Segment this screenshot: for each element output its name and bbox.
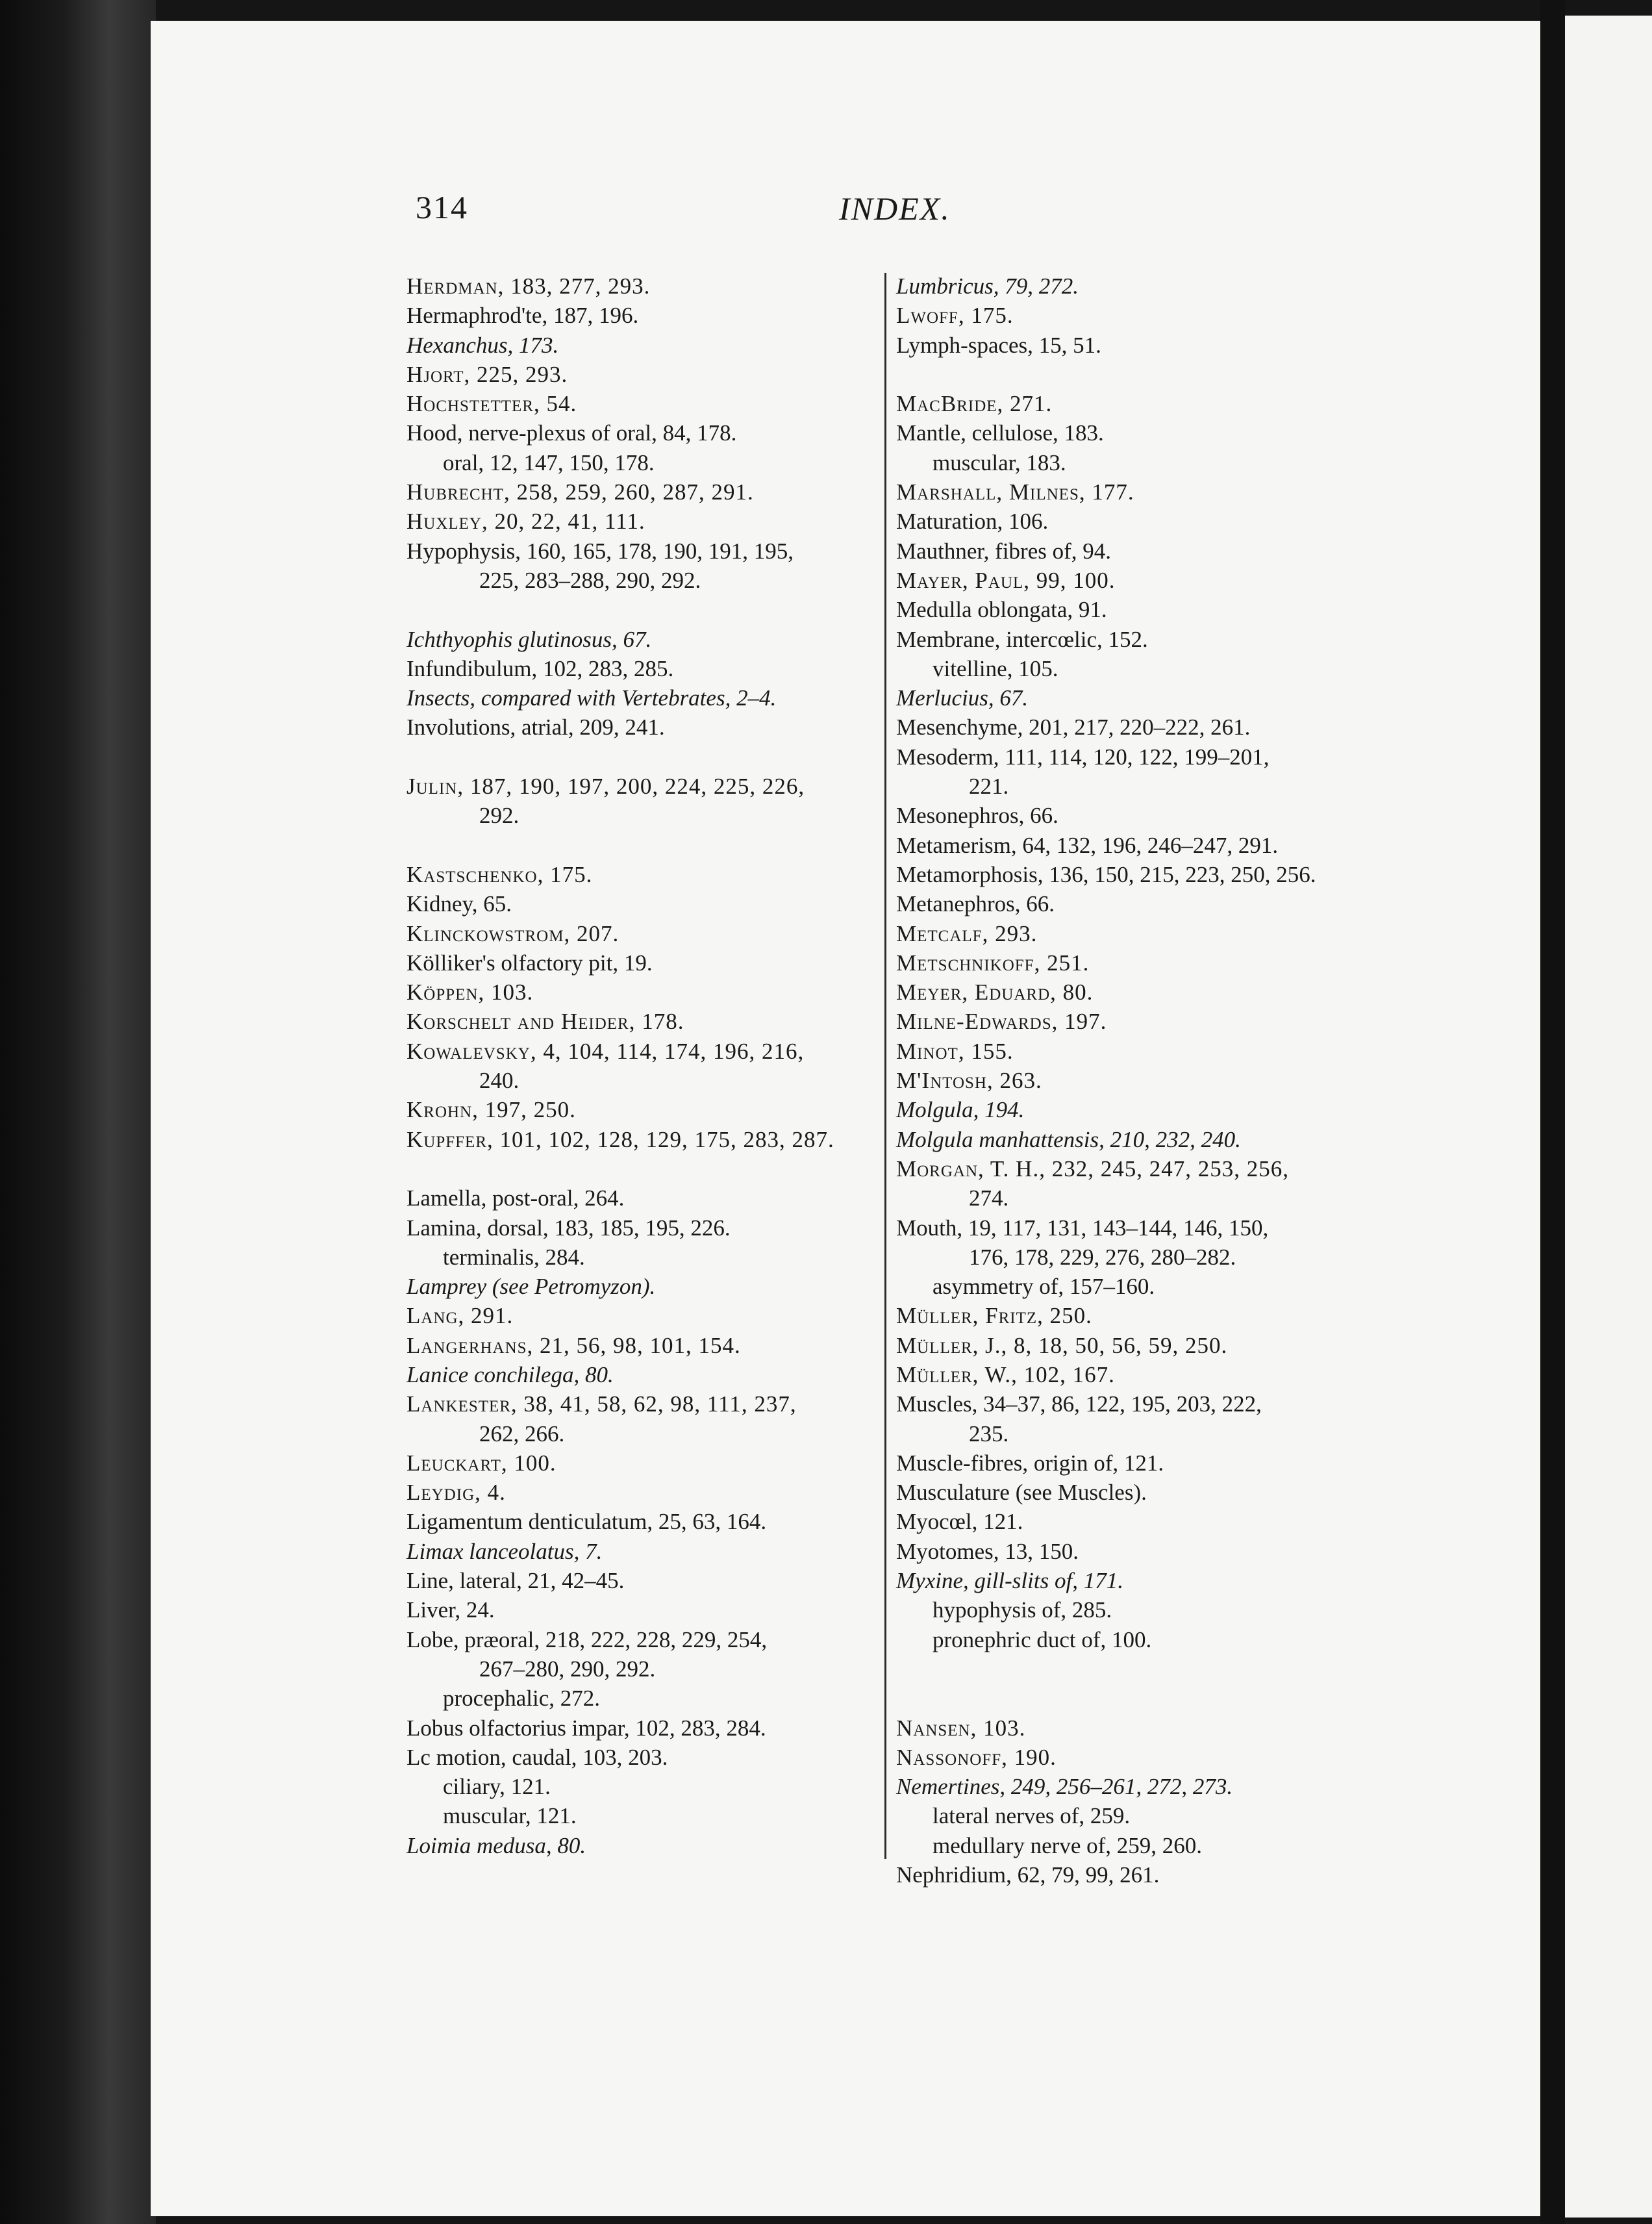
index-column-left — [407, 272, 887, 1860]
book-spine — [0, 0, 156, 2224]
index-entry: Mauthner, fibres of, 94. — [896, 538, 1112, 564]
index-entry: Nansen, 103. — [896, 1715, 1026, 1741]
index-entry: Klinckowstrom, 207. — [407, 920, 620, 946]
index-entry: hypophysis of, 285. — [932, 1597, 1112, 1623]
index-entry: Minot, 155. — [896, 1038, 1014, 1064]
index-entry: Muscle-fibres, origin of, 121. — [896, 1450, 1164, 1476]
page-header — [416, 188, 961, 234]
index-entry: Milne-Edwards, 197. — [896, 1009, 1107, 1035]
index-entry: MacBride, 271. — [896, 391, 1053, 417]
index-entry: 235. — [969, 1421, 1009, 1447]
index-entry: Lobe, præoral, 218, 222, 228, 229, 254, — [407, 1626, 768, 1652]
index-entry: 262, 266. — [479, 1421, 565, 1447]
index-entry: Mantle, cellulose, 183. — [896, 420, 1104, 446]
index-entry: Hubrecht, 258, 259, 260, 287, 291. — [407, 479, 754, 505]
index-entry: Molgula, 194. — [896, 1097, 1025, 1123]
index-entry: vitelline, 105. — [932, 655, 1058, 681]
index-entry: Kupffer, 101, 102, 128, 129, 175, 283, 287. — [407, 1126, 834, 1152]
index-entry: Metamerism, 64, 132, 196, 246–247, 291. — [896, 832, 1279, 858]
index-entry: Köppen, 103. — [407, 979, 534, 1005]
index-entry: Hexanchus, 173. — [407, 332, 559, 358]
facing-page-edge — [1565, 16, 1652, 2218]
index-entry: Müller, J., 8, 18, 50, 56, 59, 250. — [896, 1332, 1228, 1358]
index-entry: Myxine, gill-slits of, 171. — [896, 1568, 1123, 1594]
index-entry: Metamorphosis, 136, 150, 215, 223, 250, 256. — [896, 861, 1316, 887]
index-entry: Line, lateral, 21, 42–45. — [407, 1568, 625, 1594]
index-entry: Mesoderm, 111, 114, 120, 122, 199–201, — [896, 744, 1270, 770]
index-entry: Insects, compared with Vertebrates, 2–4. — [407, 685, 777, 711]
index-entry: Myocœl, 121. — [896, 1509, 1023, 1535]
page-title: INDEX. — [839, 190, 951, 227]
index-entry: 267–280, 290, 292. — [479, 1656, 656, 1682]
index-entry: Korschelt and Heider, 178. — [407, 1009, 684, 1035]
index-entry: Kölliker's olfactory pit, 19. — [407, 950, 653, 976]
index-entry: Morgan, T. H., 232, 245, 247, 253, 256, — [896, 1156, 1289, 1182]
entry-spacer — [896, 1684, 1390, 1713]
index-entry: Leuckart, 100. — [407, 1450, 557, 1476]
index-entry: medullary nerve of, 259, 260. — [932, 1832, 1203, 1858]
gutter-shadow — [1540, 0, 1565, 2224]
index-entry: Limax lanceolatus, 7. — [407, 1538, 603, 1564]
index-entry: Hochstetter, 54. — [407, 391, 577, 417]
index-entry: 292. — [479, 803, 519, 829]
index-entry: Ichthyophis glutinosus, 67. — [407, 626, 652, 652]
index-entry: Nephridium, 62, 79, 99, 261. — [896, 1862, 1160, 1888]
index-entry: Krohn, 197, 250. — [407, 1097, 576, 1123]
index-entry: Kowalevsky, 4, 104, 114, 174, 196, 216, — [407, 1038, 805, 1064]
index-entry: ciliary, 121. — [443, 1774, 551, 1800]
index-entry: Lc motion, caudal, 103, 203. — [407, 1744, 668, 1770]
index-entry: asymmetry of, 157–160. — [932, 1274, 1155, 1300]
index-entry: Muscles, 34–37, 86, 122, 195, 203, 222, — [896, 1391, 1262, 1417]
index-entry: muscular, 183. — [932, 449, 1066, 475]
index-entry: Mouth, 19, 117, 131, 143–144, 146, 150, — [896, 1215, 1269, 1241]
index-entry: Metanephros, 66. — [896, 891, 1055, 917]
index-entry: Lamprey (see Petromyzon). — [407, 1274, 656, 1300]
index-entry: Müller, W., 102, 167. — [896, 1361, 1115, 1387]
index-entry: Lamina, dorsal, 183, 185, 195, 226. — [407, 1215, 731, 1241]
entry-spacer — [407, 831, 887, 860]
index-entry: Hermaphrod'te, 187, 196. — [407, 303, 639, 329]
entry-spacer — [407, 595, 887, 624]
index-entry: Loimia medusa, 80. — [407, 1832, 586, 1858]
index-entry: Leydig, 4. — [407, 1480, 506, 1506]
index-entry: Molgula manhattensis, 210, 232, 240. — [896, 1126, 1241, 1152]
entry-spacer — [896, 1654, 1390, 1684]
index-entry: Mesonephros, 66. — [896, 803, 1058, 829]
index-entry: Myotomes, 13, 150. — [896, 1538, 1079, 1564]
index-entry: 274. — [969, 1185, 1009, 1211]
index-entry: Ligamentum denticulatum, 25, 63, 164. — [407, 1509, 767, 1535]
index-entry: Nassonoff, 190. — [896, 1744, 1057, 1770]
index-entry: terminalis, 284. — [443, 1244, 585, 1270]
entry-spacer — [896, 360, 1390, 389]
index-entry: M'Intosh, 263. — [896, 1068, 1042, 1094]
index-entry: lateral nerves of, 259. — [932, 1803, 1131, 1829]
index-entry: Merlucius, 67. — [896, 685, 1029, 711]
index-entry: Liver, 24. — [407, 1597, 495, 1623]
index-entry: Julin, 187, 190, 197, 200, 224, 225, 226, — [407, 774, 805, 800]
index-entry: Involutions, atrial, 209, 241. — [407, 714, 665, 740]
index-entry: Metschnikoff, 251. — [896, 950, 1090, 976]
index-entry: Mesenchyme, 201, 217, 220–222, 261. — [896, 714, 1251, 740]
index-entry: Membrane, intercœlic, 152. — [896, 626, 1148, 652]
index-entry: Meyer, Eduard, 80. — [896, 979, 1094, 1005]
index-entry: 240. — [479, 1068, 519, 1094]
index-entry: Kidney, 65. — [407, 891, 512, 917]
index-entry: pronephric duct of, 100. — [932, 1626, 1152, 1652]
index-entry: Hypophysis, 160, 165, 178, 190, 191, 195, — [407, 538, 794, 564]
index-entry: Kastschenko, 175. — [407, 861, 593, 887]
index-entry: Medulla oblongata, 91. — [896, 597, 1107, 623]
index-entry: Maturation, 106. — [896, 509, 1049, 535]
index-entry: Langerhans, 21, 56, 98, 101, 154. — [407, 1332, 741, 1358]
index-column-right — [896, 272, 1390, 1889]
index-entry: Hood, nerve-plexus of oral, 84, 178. — [407, 420, 737, 446]
index-entry: Lanice conchilega, 80. — [407, 1361, 614, 1387]
column-divider — [884, 273, 886, 1859]
index-entry: Müller, Fritz, 250. — [896, 1303, 1092, 1329]
index-entry: Hjort, 225, 293. — [407, 361, 568, 387]
index-entry: Lwoff, 175. — [896, 303, 1014, 329]
entry-spacer — [407, 1154, 887, 1183]
entry-spacer — [407, 742, 887, 772]
index-entry: Infundibulum, 102, 283, 285. — [407, 655, 674, 681]
index-entry: Lankester, 38, 41, 58, 62, 98, 111, 237, — [407, 1391, 797, 1417]
index-entry: Lymph-spaces, 15, 51. — [896, 332, 1101, 358]
index-entry: Herdman, 183, 277, 293. — [407, 273, 651, 299]
index-entry: 221. — [969, 774, 1009, 800]
index-entry: Musculature (see Muscles). — [896, 1480, 1147, 1506]
page-number: 314 — [416, 189, 468, 225]
index-entry: 176, 178, 229, 276, 280–282. — [969, 1244, 1236, 1270]
index-entry: Nemertines, 249, 256–261, 272, 273. — [896, 1774, 1233, 1800]
index-entry: Lang, 291. — [407, 1303, 514, 1329]
index-entry: muscular, 121. — [443, 1803, 577, 1829]
index-entry: Lobus olfactorius impar, 102, 283, 284. — [407, 1715, 766, 1741]
index-entry: Lumbricus, 79, 272. — [896, 273, 1079, 299]
index-entry: procephalic, 272. — [443, 1686, 600, 1712]
index-entry: oral, 12, 147, 150, 178. — [443, 449, 655, 475]
index-entry: Lamella, post-oral, 264. — [407, 1185, 625, 1211]
index-entry: Metcalf, 293. — [896, 920, 1038, 946]
index-entry: 225, 283–288, 290, 292. — [479, 567, 701, 593]
index-entry: Marshall, Milnes, 177. — [896, 479, 1134, 505]
index-entry: Huxley, 20, 22, 41, 111. — [407, 509, 645, 535]
index-entry: Mayer, Paul, 99, 100. — [896, 567, 1116, 593]
